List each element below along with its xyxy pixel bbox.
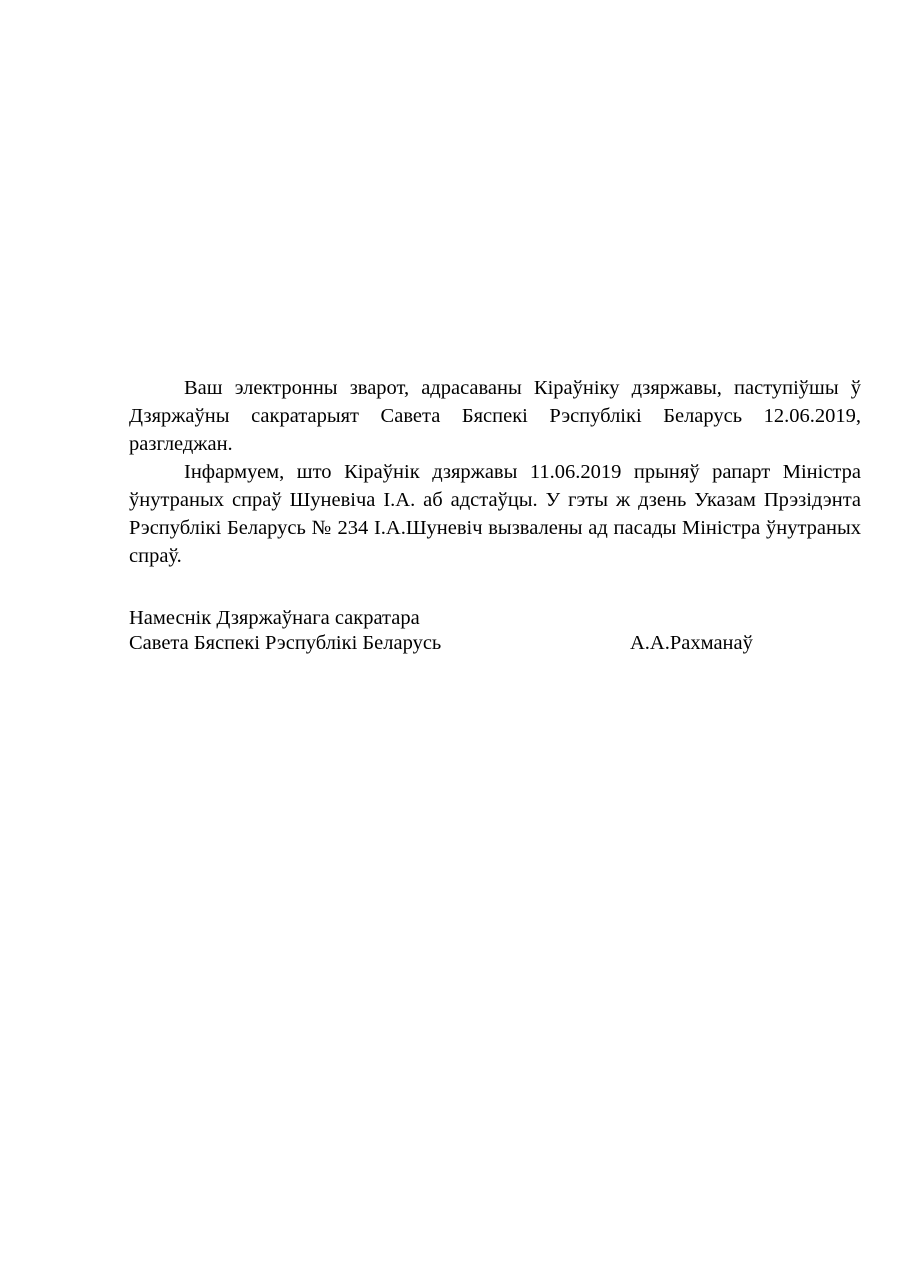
paragraph-2: Інфармуем, што Кіраўнік дзяржавы 11.06.2019 прыняў рапарт Міністра ўнутраных спраў Шуневіча І.А. аб адстаўцы. У гэты ж дзень Указам Прэзідэнта Рэспублікі Беларусь № 234 І.А.Шуневіч вызвалены ад пасады Міністра ўнутраных спраў.	[129, 461, 861, 567]
paragraph-1: Ваш электронны зварот, адрасаваны Кіраўніку дзяржавы, паступіўшы ў Дзяржаўны сакратарыят Савета Бяспекі Рэспублікі Беларусь 12.06.2019, разгледжан.	[129, 377, 861, 455]
signatory-name: А.А.Рахманаў	[630, 632, 753, 654]
signature-block	[129, 606, 861, 656]
signatory-title-line-1: Намеснік Дзяржаўнага сакратара	[129, 607, 420, 629]
signatory-title-line-2: Савета Бяспекі Рэспублікі Беларусь	[129, 632, 442, 654]
letter-body	[129, 374, 861, 570]
